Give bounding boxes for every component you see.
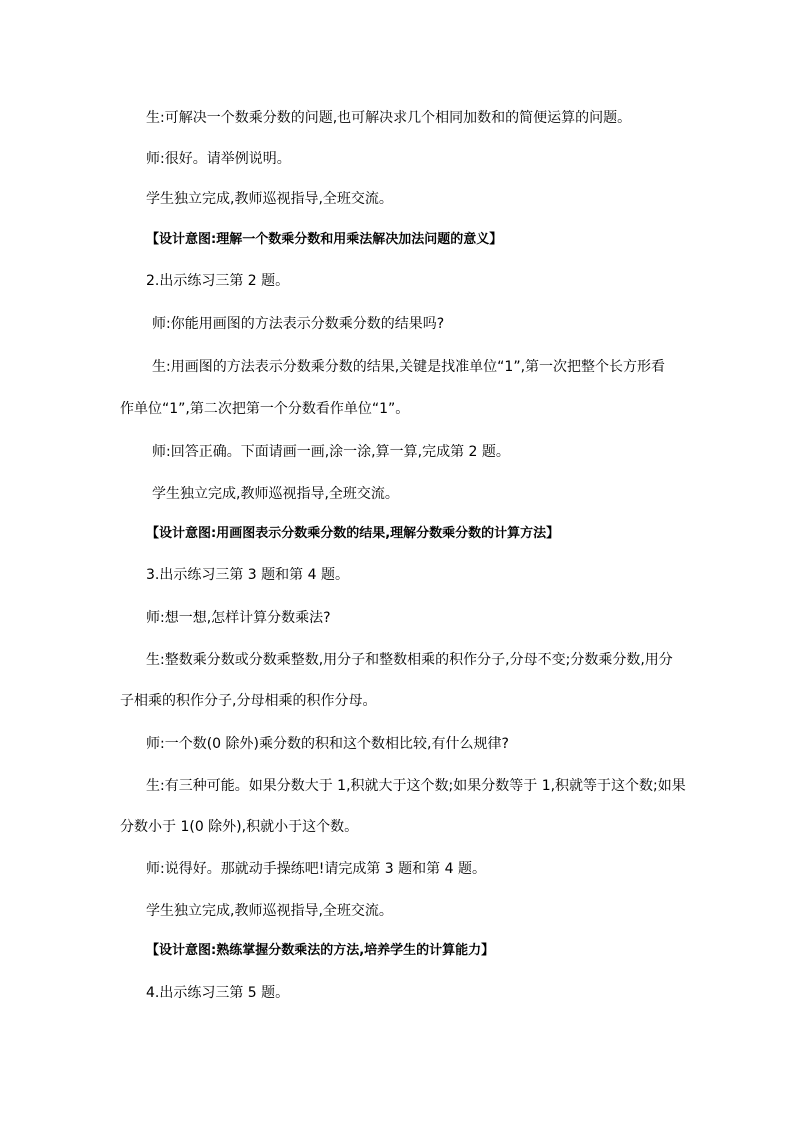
design-intent-note: 【设计意图:用画图表示分数乘分数的结果,理解分数乘分数的计算方法】 xyxy=(146,526,560,541)
paragraph-line: 学生独立完成,教师巡视指导,全班交流。 xyxy=(146,191,393,207)
paragraph-line: 师:一个数(0 除外)乘分数的积和这个数相比较,有什么规律? xyxy=(146,736,509,752)
paragraph-line: 作单位“1”,第二次把第一个分数看作单位“1”。 xyxy=(120,401,410,417)
paragraph-line: 师:想一想,怎样计算分数乘法? xyxy=(146,610,331,626)
design-intent-note: 【设计意图:熟练掌握分数乘法的方法,培养学生的计算能力】 xyxy=(146,943,495,958)
paragraph-line: 学生独立完成,教师巡视指导,全班交流。 xyxy=(152,486,399,502)
paragraph-line: 生:可解决一个数乘分数的问题,也可解决求几个相同加数和的简便运算的问题。 xyxy=(146,110,632,126)
paragraph-line: 分数小于 1(0 除外),积就小于这个数。 xyxy=(120,819,359,835)
exercise-heading: 3.出示练习三第 3 题和第 4 题。 xyxy=(146,567,349,583)
paragraph-line: 生:有三种可能。如果分数大于 1,积就大于这个数;如果分数等于 1,积就等于这个数;如果 xyxy=(146,778,686,794)
paragraph-line: 生:整数乘分数或分数乘整数,用分子和整数相乘的积作分子,分母不变;分数乘分数,用分 xyxy=(146,652,673,668)
paragraph-line: 师:说得好。那就动手操练吧!请完成第 3 题和第 4 题。 xyxy=(146,861,486,877)
paragraph-line: 学生独立完成,教师巡视指导,全班交流。 xyxy=(146,903,393,919)
exercise-heading: 2.出示练习三第 2 题。 xyxy=(146,273,290,289)
paragraph-line: 师:很好。请举例说明。 xyxy=(146,151,291,167)
paragraph-line: 师:你能用画图的方法表示分数乘分数的结果吗? xyxy=(152,316,445,332)
exercise-heading: 4.出示练习三第 5 题。 xyxy=(146,985,290,1001)
paragraph-line: 师:回答正确。下面请画一画,涂一涂,算一算,完成第 2 题。 xyxy=(152,444,510,460)
paragraph-line: 子相乘的积作分子,分母相乘的积作分母。 xyxy=(120,693,377,709)
design-intent-note: 【设计意图:理解一个数乘分数和用乘法解决加法问题的意义】 xyxy=(146,232,503,247)
paragraph-line: 生:用画图的方法表示分数乘分数的结果,关键是找准单位“1”,第一次把整个长方形看 xyxy=(152,359,666,375)
